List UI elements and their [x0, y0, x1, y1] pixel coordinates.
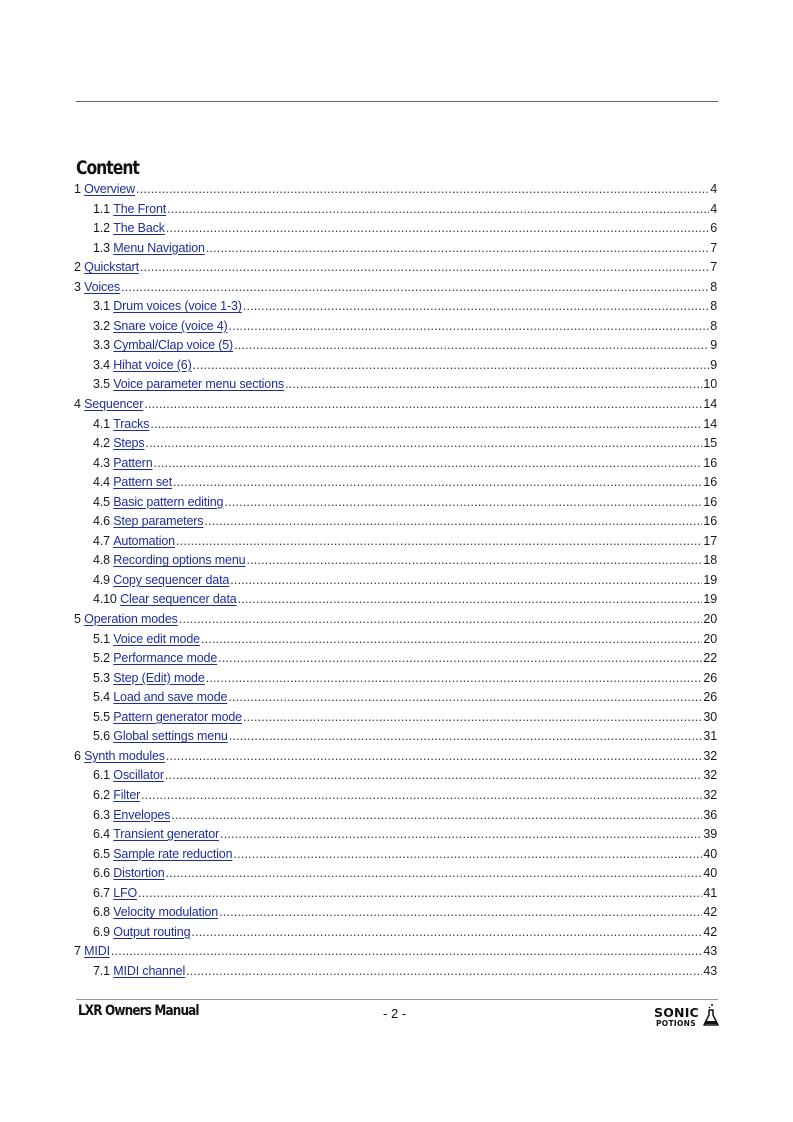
toc-entry: [74, 278, 717, 298]
toc-dot-leader: [233, 845, 702, 865]
toc-entry-link[interactable]: Pattern set: [113, 475, 173, 490]
toc-entry-link[interactable]: Menu Navigation: [113, 240, 205, 255]
toc-entry: [74, 766, 717, 786]
toc-entry-number: 7: [74, 944, 85, 959]
toc-entry-link[interactable]: Copy sequencer data: [113, 572, 230, 587]
toc-dot-leader: [166, 219, 709, 239]
toc-entry-page: 6: [710, 221, 717, 236]
toc-entry-link[interactable]: MIDI: [84, 944, 110, 959]
toc-entry-number: 5.3: [93, 670, 114, 685]
toc-dot-leader: [228, 688, 702, 708]
toc-entry-number: 3.3: [93, 338, 114, 353]
toc-entry-link[interactable]: Sample rate reduction: [113, 846, 233, 861]
toc-entry: [74, 610, 717, 630]
toc-entry-page: 19: [703, 572, 717, 587]
toc-entry-link[interactable]: Pattern generator mode: [113, 709, 242, 724]
toc-entry: [74, 825, 717, 845]
toc-entry-number: 4.4: [93, 475, 114, 490]
toc-entry-link[interactable]: Filter: [113, 787, 141, 802]
toc-entry: [74, 747, 717, 767]
toc-entry-page: 8: [710, 299, 717, 314]
toc-entry-page: 39: [703, 827, 717, 842]
toc-entry-link[interactable]: Velocity modulation: [113, 905, 219, 920]
toc-entry-number: 5: [74, 612, 85, 627]
toc-entry: [74, 434, 717, 454]
toc-entry-number: 4.1: [93, 416, 114, 431]
toc-entry-page: 4: [710, 182, 717, 196]
toc-entry-link[interactable]: Steps: [113, 436, 145, 451]
toc-entry-page: 14: [703, 416, 717, 431]
toc-entry-link[interactable]: Cymbal/Clap voice (5): [113, 338, 234, 353]
flask-icon: [703, 1003, 719, 1027]
toc-entry-number: 6.8: [93, 905, 114, 920]
toc-dot-leader: [154, 454, 703, 474]
toc-entry: [74, 532, 717, 552]
toc-entry-link[interactable]: Output routing: [113, 924, 191, 939]
toc-entry-number: 2: [74, 260, 85, 275]
toc-dot-leader: [285, 375, 702, 395]
toc-entry-link[interactable]: Transient generator: [113, 827, 220, 842]
toc-entry-page: 16: [703, 514, 717, 529]
toc-entry: [74, 336, 717, 356]
toc-entry: [74, 239, 717, 259]
toc-entry-number: 4.6: [93, 514, 114, 529]
toc-entry-link[interactable]: Drum voices (voice 1-3): [113, 299, 242, 314]
toc-dot-leader: [243, 297, 709, 317]
toc-entry-link[interactable]: Sequencer: [84, 397, 144, 412]
toc-entry-page: 9: [710, 338, 717, 353]
toc-dot-leader: [144, 395, 702, 415]
toc-dot-leader: [136, 180, 709, 200]
toc-dot-leader: [186, 962, 702, 982]
toc-entry-link[interactable]: Step (Edit) mode: [113, 670, 205, 685]
toc-entry-link[interactable]: Voice parameter menu sections: [113, 377, 284, 392]
toc-entry-number: 1.3: [93, 240, 114, 255]
toc-dot-leader: [201, 630, 702, 650]
toc-entry-page: 42: [703, 924, 717, 939]
toc-entry-number: 5.2: [93, 651, 114, 666]
toc-entry: [74, 297, 717, 317]
toc-entry-page: 32: [703, 768, 717, 783]
logo-text-sonic: SONIC: [654, 1005, 699, 1020]
toc-entry: [74, 415, 717, 435]
toc-entry-number: 3.5: [93, 377, 114, 392]
toc-entry-link[interactable]: Performance mode: [113, 651, 218, 666]
toc-entry-page: 4: [710, 201, 717, 216]
toc-entry-link[interactable]: Envelopes: [113, 807, 171, 822]
toc-entry-number: 6.1: [93, 768, 114, 783]
toc-dot-leader: [145, 434, 702, 454]
toc-entry-page: 43: [703, 944, 717, 959]
toc-dot-leader: [246, 551, 702, 571]
toc-dot-leader: [165, 766, 703, 786]
toc-entry-page: 16: [703, 455, 717, 470]
toc-entry-number: 6.7: [93, 885, 114, 900]
toc-entry-link[interactable]: LFO: [113, 885, 138, 900]
toc-entry-number: 4.8: [93, 553, 114, 568]
toc-entry-page: 31: [703, 729, 717, 744]
toc-entry: [74, 962, 717, 982]
toc-entry: [74, 493, 717, 513]
toc-entry-number: 5.6: [93, 729, 114, 744]
toc-entry-link[interactable]: Clear sequencer data: [120, 592, 237, 607]
toc-entry-link[interactable]: MIDI channel: [113, 963, 186, 978]
toc-entry-link[interactable]: Quickstart: [84, 260, 139, 275]
toc-dot-leader: [229, 727, 703, 747]
toc-dot-leader: [121, 278, 709, 298]
toc-entry: [74, 806, 717, 826]
toc-entry-page: 9: [710, 357, 717, 372]
toc-entry: [74, 571, 717, 591]
toc-dot-leader: [219, 903, 702, 923]
toc-entry-number: 3.1: [93, 299, 114, 314]
toc-entry: [74, 375, 717, 395]
toc-entry: [74, 669, 717, 689]
toc-entry-link[interactable]: Step parameters: [113, 514, 204, 529]
toc-entry-page: 16: [703, 475, 717, 490]
toc-entry-link[interactable]: The Back: [113, 221, 165, 236]
toc-entry: [74, 395, 717, 415]
toc-heading: Content: [76, 157, 139, 179]
toc-entry-page: 32: [703, 748, 717, 763]
toc-entry-number: 5.1: [93, 631, 114, 646]
toc-entry-link[interactable]: Oscillator: [113, 768, 164, 783]
toc-entry-link[interactable]: The Front: [113, 201, 167, 216]
toc-entry-number: 6.4: [93, 827, 114, 842]
toc-dot-leader: [179, 610, 703, 630]
toc-entry-number: 3.2: [93, 318, 114, 333]
toc-dot-leader: [173, 473, 702, 493]
toc-dot-leader: [191, 923, 702, 943]
toc-entry-page: 8: [710, 279, 717, 294]
toc-dot-leader: [229, 317, 710, 337]
toc-entry-page: 43: [703, 963, 717, 978]
toc-entry: [74, 454, 717, 474]
toc-entry-page: 20: [703, 631, 717, 646]
toc-entry: [74, 923, 717, 943]
toc-dot-leader: [111, 942, 702, 962]
toc-entry-link[interactable]: Load and save mode: [113, 690, 228, 705]
footer-page-number: - 2 -: [383, 1006, 407, 1021]
toc-entry: [74, 317, 717, 337]
sonic-potions-logo: [654, 1001, 720, 1029]
toc-entry-number: 4.9: [93, 572, 114, 587]
toc-entry: [74, 512, 717, 532]
toc-entry: [74, 727, 717, 747]
toc-entry-number: 4: [74, 397, 85, 412]
toc-entry-page: 30: [703, 709, 717, 724]
toc-dot-leader: [204, 512, 702, 532]
toc-dot-leader: [166, 864, 703, 884]
toc-entry-number: 1: [74, 182, 85, 196]
toc-dot-leader: [230, 571, 702, 591]
toc-entry-page: 40: [703, 866, 717, 881]
toc-dot-leader: [220, 825, 702, 845]
toc-entry-page: 40: [703, 846, 717, 861]
toc-dot-leader: [193, 356, 710, 376]
toc-entry: [74, 903, 717, 923]
toc-dot-leader: [150, 415, 702, 435]
toc-entry: [74, 258, 717, 278]
toc-entry-link[interactable]: Recording options menu: [113, 553, 246, 568]
toc-entry-page: 22: [703, 651, 717, 666]
footer-title: LXR Owners Manual: [78, 1003, 199, 1019]
toc-entry-link[interactable]: Automation: [113, 533, 175, 548]
toc-entry-number: 5.5: [93, 709, 114, 724]
toc-dot-leader: [140, 258, 709, 278]
toc-entry-link[interactable]: Overview: [84, 182, 136, 196]
toc-entry-page: 7: [710, 260, 717, 275]
toc-entry: [74, 551, 717, 571]
toc-dot-leader: [171, 806, 702, 826]
toc-entry: [74, 688, 717, 708]
toc-entry-number: 6.9: [93, 924, 114, 939]
toc-entry-page: 10: [703, 377, 717, 392]
toc-entry-page: 8: [710, 318, 717, 333]
toc-entry-number: 6.2: [93, 787, 114, 802]
toc-entry-page: 41: [703, 885, 717, 900]
toc-entry-page: 14: [703, 397, 717, 412]
toc-entry-page: 19: [703, 592, 717, 607]
toc-entry-number: 4.5: [93, 494, 114, 509]
toc-entry: [74, 708, 717, 728]
toc-entry-page: 26: [703, 670, 717, 685]
toc-dot-leader: [167, 200, 709, 220]
toc-entry-page: 26: [703, 690, 717, 705]
toc-entry-number: 4.2: [93, 436, 114, 451]
toc-entry-number: 4.10: [93, 592, 121, 607]
toc-dot-leader: [206, 239, 709, 259]
toc-entry: [74, 864, 717, 884]
toc-entry-page: 17: [703, 533, 717, 548]
toc-entry-number: 4.7: [93, 533, 114, 548]
toc-dot-leader: [206, 669, 703, 689]
toc-entry-number: 1.2: [93, 221, 114, 236]
toc-entry: [74, 884, 717, 904]
toc-entry-number: 3: [74, 279, 85, 294]
toc-entry: [74, 649, 717, 669]
toc-dot-leader: [138, 884, 702, 904]
table-of-contents: [74, 180, 717, 981]
toc-entry: [74, 590, 717, 610]
logo-text-potions: POTIONS: [656, 1019, 696, 1028]
toc-entry-page: 20: [703, 612, 717, 627]
toc-entry-link[interactable]: Voice edit mode: [113, 631, 200, 646]
footer-rule: [76, 999, 718, 1000]
toc-entry-link[interactable]: Voices: [84, 279, 121, 294]
toc-dot-leader: [176, 532, 702, 552]
toc-entry-number: 6.3: [93, 807, 114, 822]
toc-entry-number: 1.1: [93, 201, 114, 216]
toc-dot-leader: [224, 493, 702, 513]
toc-dot-leader: [234, 336, 709, 356]
toc-entry-link[interactable]: Operation modes: [84, 612, 178, 627]
toc-entry-page: 7: [710, 240, 717, 255]
toc-entry: [74, 356, 717, 376]
toc-entry-link[interactable]: Basic pattern editing: [113, 494, 224, 509]
toc-entry: [74, 845, 717, 865]
toc-entry-page: 15: [703, 436, 717, 451]
toc-entry: [74, 786, 717, 806]
toc-entry-number: 6.6: [93, 866, 114, 881]
toc-entry-link[interactable]: Pattern: [113, 455, 153, 470]
toc-entry: [74, 942, 717, 962]
toc-dot-leader: [238, 590, 703, 610]
toc-entry-page: 18: [703, 553, 717, 568]
toc-entry-page: 42: [703, 905, 717, 920]
toc-entry: [74, 200, 717, 220]
header-rule: [76, 101, 718, 102]
toc-entry: [74, 630, 717, 650]
toc-dot-leader: [243, 708, 702, 728]
toc-entry: [74, 473, 717, 493]
toc-entry-link[interactable]: Synth modules: [84, 748, 165, 763]
toc-entry-number: 7.1: [93, 963, 114, 978]
toc-entry-link[interactable]: Tracks: [113, 416, 150, 431]
toc-dot-leader: [141, 786, 702, 806]
toc-entry-link[interactable]: Distortion: [113, 866, 165, 881]
toc-entry: [74, 219, 717, 239]
toc-entry-link[interactable]: Global settings menu: [113, 729, 228, 744]
toc-dot-leader: [218, 649, 702, 669]
toc-entry-page: 36: [703, 807, 717, 822]
toc-entry-number: 6.5: [93, 846, 114, 861]
toc-entry-page: 32: [703, 787, 717, 802]
toc-entry: [74, 180, 717, 200]
toc-entry-link[interactable]: Hihat voice (6): [113, 357, 192, 372]
toc-entry-number: 4.3: [93, 455, 114, 470]
toc-entry-link[interactable]: Snare voice (voice 4): [113, 318, 228, 333]
toc-entry-number: 5.4: [93, 690, 114, 705]
toc-entry-number: 6: [74, 748, 85, 763]
toc-entry-number: 3.4: [93, 357, 114, 372]
toc-entry-page: 16: [703, 494, 717, 509]
toc-dot-leader: [166, 747, 703, 767]
